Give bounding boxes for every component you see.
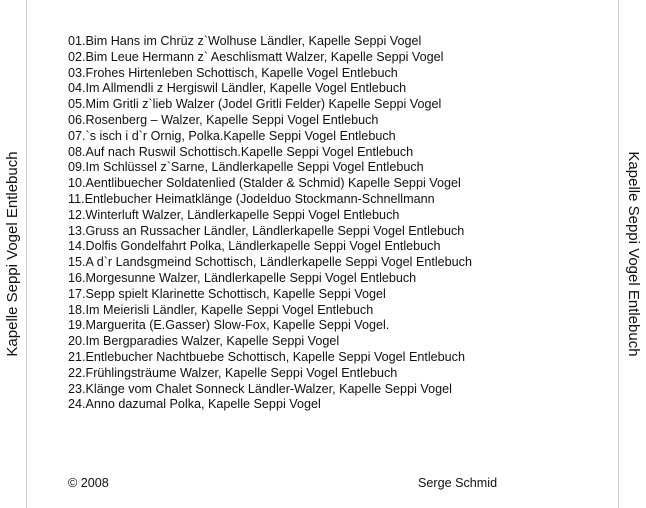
track-item: 19.Marguerita (E.Gasser) Slow-Fox, Kapelle Seppi Vogel. xyxy=(68,318,390,333)
track-item: 23.Klänge vom Chalet Sonneck Ländler-Walzer, Kapelle Seppi Vogel xyxy=(68,381,452,396)
track-item: 24.Anno dazumal Polka, Kapelle Seppi Vogel xyxy=(68,397,321,412)
right-spine-title: Kapelle Seppi Vogel Entlebuch xyxy=(625,151,642,357)
track-item: 11.Entlebucher Heimatklänge (Jodelduo Stockmann-Schnellmann xyxy=(68,191,435,206)
left-spine xyxy=(0,0,27,508)
copyright-text: © 2008 xyxy=(68,476,109,490)
track-item: 18.Im Meierisli Ländler, Kapelle Seppi Vogel Entlebuch xyxy=(68,302,374,317)
track-item: 21.Entlebucher Nachtbuebe Schottisch, Kapelle Seppi Vogel Entlebuch xyxy=(68,349,465,364)
track-item: 06.Rosenberg – Walzer, Kapelle Seppi Vogel Entlebuch xyxy=(68,112,379,127)
track-list xyxy=(68,34,472,413)
track-item: 10.Aentlibuecher Soldatenlied (Stalder & Schmid) Kapelle Seppi Vogel xyxy=(68,176,461,191)
author-name: Serge Schmid xyxy=(418,476,498,490)
track-item: 04.Im Allmendli z Hergiswil Ländler, Kapelle Vogel Entlebuch xyxy=(68,81,407,96)
track-item: 08.Auf nach Ruswil Schottisch.Kapelle Seppi Vogel Entlebuch xyxy=(68,144,414,159)
track-item: 16.Morgesunne Walzer, Ländlerkapelle Seppi Vogel Entlebuch xyxy=(68,270,417,285)
track-item: 07.`s isch i d`r Ornig, Polka.Kapelle Seppi Vogel Entlebuch xyxy=(68,128,396,143)
track-item: 17.Sepp spielt Klarinette Schottisch, Kapelle Seppi Vogel xyxy=(68,286,386,301)
track-item: 22.Frühlingsträume Walzer, Kapelle Seppi Vogel Entlebuch xyxy=(68,365,398,380)
track-item: 14.Dolfis Gondelfahrt Polka, Ländlerkapelle Seppi Vogel Entlebuch xyxy=(68,239,441,254)
track-item: 12.Winterluft Walzer, Ländlerkapelle Seppi Vogel Entlebuch xyxy=(68,207,400,222)
track-item: 03.Frohes Hirtenleben Schottisch, Kapelle Vogel Entlebuch xyxy=(68,65,398,80)
track-item: 05.Mim Gritli z`lieb Walzer (Jodel Gritli Felder) Kapelle Seppi Vogel xyxy=(68,97,442,112)
track-item: 13.Gruss an Russacher Ländler, Ländlerkapelle Seppi Vogel Entlebuch xyxy=(68,223,465,238)
track-item: 15.A d`r Landsgmeind Schottisch, Ländlerkapelle Seppi Vogel Entlebuch xyxy=(68,255,472,270)
track-item: 02.Bim Leue Hermann z` Aeschlismatt Walzer, Kapelle Seppi Vogel xyxy=(68,49,444,64)
track-item: 20.Im Bergparadies Walzer, Kapelle Seppi Vogel xyxy=(68,334,340,349)
track-item: 01.Bim Hans im Chrüz z`Wolhuse Ländler, Kapelle Seppi Vogel xyxy=(68,34,422,48)
track-item: 09.Im Schlüssel z`Sarne, Ländlerkapelle Seppi Vogel Entlebuch xyxy=(68,160,424,175)
right-spine xyxy=(618,0,646,508)
left-spine-title: Kapelle Seppi Vogel Entlebuch xyxy=(4,151,21,357)
